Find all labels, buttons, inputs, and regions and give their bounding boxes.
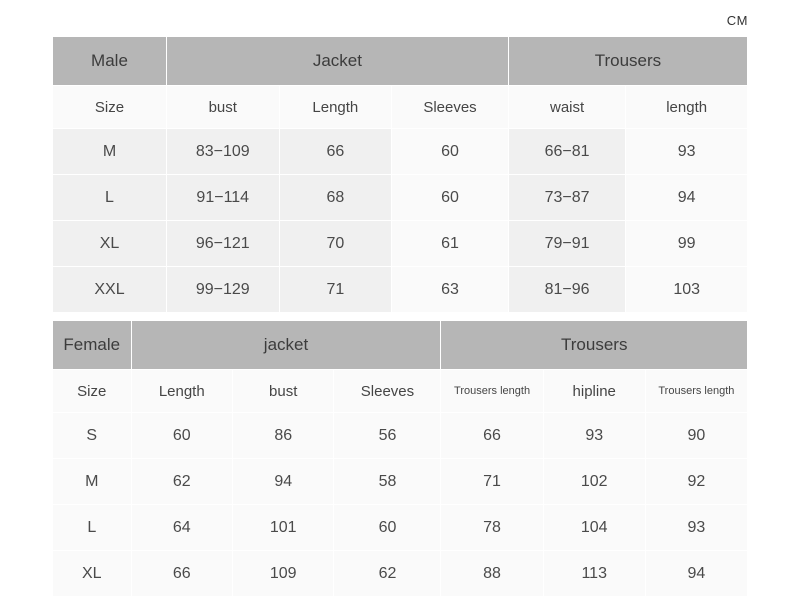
female-cell-size: XL [53, 551, 132, 597]
male-col-bust: bust [166, 86, 279, 129]
female-size-table-wrapper [52, 320, 748, 597]
male-cell-waist: 66−81 [508, 129, 625, 175]
male-cell-bust: 96−121 [166, 221, 279, 267]
female-cell-bust: 109 [233, 551, 334, 597]
male-cell-trouser-length: 93 [626, 129, 748, 175]
female-cell-bust: 101 [233, 505, 334, 551]
female-col-size: Size [53, 370, 132, 413]
male-size-table [52, 36, 748, 313]
female-cell-trousers-length: 66 [441, 413, 543, 459]
male-cell-bust: 99−129 [166, 267, 279, 313]
male-group-jacket: Jacket [166, 37, 508, 86]
male-cell-sleeves: 61 [392, 221, 509, 267]
female-col-length: Length [131, 370, 232, 413]
male-cell-length: 70 [279, 221, 392, 267]
male-cell-bust: 83−109 [166, 129, 279, 175]
male-cell-sleeves: 60 [392, 175, 509, 221]
female-cell-trousers-length: 78 [441, 505, 543, 551]
male-cell-length: 71 [279, 267, 392, 313]
male-table-header-row [53, 86, 748, 129]
male-cell-trouser-length: 94 [626, 175, 748, 221]
female-cell-sleeves: 60 [334, 505, 441, 551]
unit-label: CM [726, 13, 748, 28]
male-table-band-row [53, 37, 748, 86]
table-row [53, 551, 748, 597]
male-cell-size: M [53, 129, 167, 175]
female-col-bust: bust [233, 370, 334, 413]
male-cell-trouser-length: 99 [626, 221, 748, 267]
female-cell-trousers-length-2: 94 [645, 551, 747, 597]
female-table-header-row [53, 370, 748, 413]
male-group-trousers: Trousers [508, 37, 747, 86]
table-row [53, 505, 748, 551]
male-cell-size: XXL [53, 267, 167, 313]
female-cell-sleeves: 56 [334, 413, 441, 459]
table-row [53, 413, 748, 459]
female-cell-hipline: 93 [543, 413, 645, 459]
female-group-trousers: Trousers [441, 321, 748, 370]
male-size-table-wrapper [52, 36, 748, 313]
female-cell-size: S [53, 413, 132, 459]
female-cell-size: M [53, 459, 132, 505]
female-cell-hipline: 113 [543, 551, 645, 597]
male-col-trouser-length: length [626, 86, 748, 129]
female-col-hipline: hipline [543, 370, 645, 413]
male-cell-length: 68 [279, 175, 392, 221]
female-cell-trousers-length-2: 92 [645, 459, 747, 505]
male-col-size: Size [53, 86, 167, 129]
male-col-length: Length [279, 86, 392, 129]
male-cell-trouser-length: 103 [626, 267, 748, 313]
male-cell-length: 66 [279, 129, 392, 175]
female-cell-hipline: 104 [543, 505, 645, 551]
female-cell-trousers-length: 71 [441, 459, 543, 505]
male-cell-waist: 81−96 [508, 267, 625, 313]
female-cell-length: 62 [131, 459, 232, 505]
female-cell-hipline: 102 [543, 459, 645, 505]
female-cell-trousers-length-2: 93 [645, 505, 747, 551]
female-gender-label: Female [53, 321, 132, 370]
female-cell-bust: 86 [233, 413, 334, 459]
male-gender-label: Male [53, 37, 167, 86]
female-cell-sleeves: 58 [334, 459, 441, 505]
female-cell-sleeves: 62 [334, 551, 441, 597]
male-cell-size: L [53, 175, 167, 221]
female-cell-length: 66 [131, 551, 232, 597]
table-row [53, 221, 748, 267]
female-col-trousers-length: Trousers length [441, 370, 543, 413]
table-row [53, 175, 748, 221]
male-col-waist: waist [508, 86, 625, 129]
table-row [53, 459, 748, 505]
female-cell-size: L [53, 505, 132, 551]
male-cell-bust: 91−114 [166, 175, 279, 221]
male-col-sleeves: Sleeves [392, 86, 509, 129]
female-table-band-row [53, 321, 748, 370]
male-cell-size: XL [53, 221, 167, 267]
female-cell-length: 60 [131, 413, 232, 459]
table-row [53, 267, 748, 313]
female-cell-trousers-length-2: 90 [645, 413, 747, 459]
female-cell-bust: 94 [233, 459, 334, 505]
female-col-trousers-length-2: Trousers length [645, 370, 747, 413]
female-cell-length: 64 [131, 505, 232, 551]
male-cell-sleeves: 63 [392, 267, 509, 313]
female-col-sleeves: Sleeves [334, 370, 441, 413]
female-group-jacket: jacket [131, 321, 441, 370]
female-cell-trousers-length: 88 [441, 551, 543, 597]
male-cell-sleeves: 60 [392, 129, 509, 175]
male-cell-waist: 73−87 [508, 175, 625, 221]
male-cell-waist: 79−91 [508, 221, 625, 267]
table-row [53, 129, 748, 175]
female-size-table [52, 320, 748, 597]
